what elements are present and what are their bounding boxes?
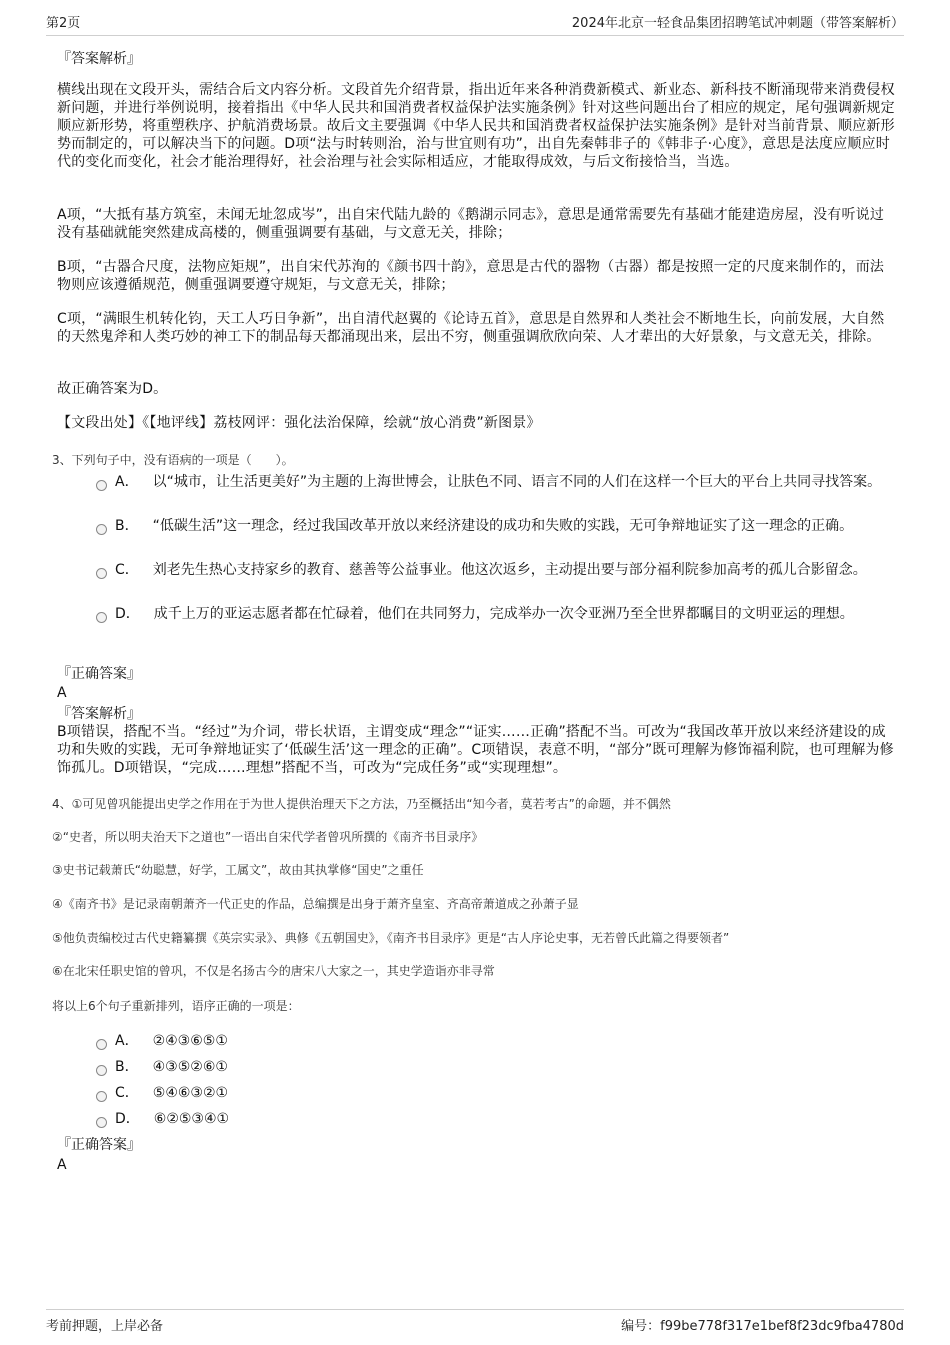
- q3-option-a[interactable]: [96, 473, 898, 491]
- q4-sentence-3: ③史书记载萧氏“幼聪慧，好学，工属文”，故由其执掌修“国史”之重任: [52, 863, 424, 877]
- option-letter: D．: [115, 606, 140, 622]
- q3-answer-label: 『正确答案』: [57, 666, 141, 682]
- q4-question: 4、①可见曾巩能提出史学之作用在于为世人提供治理天下之方法，乃至概括出“知今者，莫若考古”的命题，并不偶然: [52, 797, 671, 811]
- document-id: 编号：f99be778f317e1bef8f23dc9fba4780d: [621, 1319, 904, 1334]
- option-text: 刘老先生热心支持家乡的教育、慈善等公益事业。他这次返乡，主动提出要与部分福利院参加高考的孤儿合影留念。: [152, 562, 867, 578]
- q4-option-c[interactable]: [96, 1084, 898, 1102]
- q4-answer-label: 『正确答案』: [57, 1137, 141, 1153]
- option-text: “低碳生活”这一理念，经过我国改革开放以来经济建设的成功和失败的实践，无可争辩地证实了这一理念的正确。: [152, 518, 854, 534]
- option-letter: A．: [115, 1033, 139, 1049]
- option-text: ②④③⑥⑤①: [152, 1033, 228, 1049]
- radio-icon[interactable]: [96, 1091, 107, 1102]
- q2-analysis-label: 『答案解析』: [57, 51, 141, 67]
- radio-icon[interactable]: [96, 568, 107, 579]
- option-text: 成千上万的亚运志愿者都在忙碌着，他们在共同努力，完成举办一次令亚洲乃至全世界都瞩目的文明亚运的理想。: [153, 606, 854, 622]
- option-text: ⑥②⑤③④①: [153, 1111, 230, 1127]
- q2-source: 【文段出处】《【地评线】荔枝网评：强化法治保障，绘就“放心消费”新图景》: [57, 415, 541, 431]
- option-text: 以“城市，让生活更美好”为主题的上海世博会，让肤色不同、语言不同的人们在这样一个巨大的平台上共同寻找答案。: [152, 474, 882, 490]
- option-text: ④③⑤②⑥①: [152, 1059, 228, 1075]
- option-letter: B．: [115, 1059, 139, 1075]
- q3-analysis: B项错误，搭配不当。“经过”为介词，带长状语，主谓变成“理念”“证实……正确”搭配不当。可改为“我国改革开放以来经济建设的成功和失败的实践，无可争辩地证实了‘低碳生活’这一理念的正确”。C项错误，表意不明，“部分”既可理解为修饰福利院，也可理解为修饰孤儿。D项错误，“完成……理想”搭配不当，可改为“完成任务”或“实现理想”。: [57, 724, 894, 776]
- radio-icon[interactable]: [96, 612, 107, 623]
- option-letter: A．: [115, 474, 139, 490]
- q2-answer-statement: 故正确答案为D。: [57, 381, 168, 397]
- q2-analysis-para4: C项，“满眼生机转化钧，天工人巧日争新”，出自清代赵翼的《论诗五首》，意思是自然界和人类社会不断地生长，向前发展，大自然的天然鬼斧和人类巧妙的神工下的制品每天都涌现出来，层出不穷，侧重强调欣欣向荣、人才辈出的大好景象，与文意无关，排除。: [57, 311, 885, 345]
- option-text: ⑤④⑥③②①: [152, 1085, 229, 1101]
- q3-analysis-label: 『答案解析』: [57, 706, 141, 722]
- page-number: 第2页: [46, 16, 81, 31]
- q4-option-b[interactable]: [96, 1058, 898, 1076]
- page-footer: [46, 1309, 904, 1334]
- q4-option-d[interactable]: [96, 1110, 898, 1128]
- q2-analysis-para2: A项，“大抵有基方筑室，未闻无址忽成岑”，出自宋代陆九龄的《鹅湖示同志》，意思是通常需要先有基础才能建造房屋，没有听说过没有基础就能突然建成高楼的，侧重强调要有基础，与文意无关，排除；: [57, 207, 885, 241]
- option-letter: B．: [115, 518, 139, 534]
- q4-instruction: 将以上6个句子重新排列，语序正确的一项是：: [52, 999, 300, 1013]
- document-title: 2024年北京一轻食品集团招聘笔试冲刺题（带答案解析）: [571, 16, 904, 31]
- q3-option-d[interactable]: [96, 605, 898, 623]
- radio-icon[interactable]: [96, 524, 107, 535]
- q4-sentence-4: ④《南齐书》是记录南朝萧齐一代正史的作品，总编撰是出身于萧齐皇室、齐高帝萧道成之孙萧子显: [52, 897, 579, 911]
- q4-sentence-6: ⑥在北宋任职史馆的曾巩，不仅是名扬古今的唐宋八大家之一，其史学造诣亦非寻常: [52, 964, 495, 978]
- q3-option-c[interactable]: [96, 561, 898, 579]
- radio-icon[interactable]: [96, 1117, 107, 1128]
- option-letter: D．: [115, 1111, 140, 1127]
- q2-analysis-para1: 横线出现在文段开头，需结合后文内容分析。文段首先介绍背景，指出近年来各种消费新模式、新业态、新科技不断涌现带来消费侵权新问题，并进行举例说明，接着指出《中华人民共和国消费者权益保护法实施条例》针对这些问题出台了相应的规定，尾句强调新规定顺应新形势，将重塑秩序、护航消费场景。故后文主要强调《中华人民共和国消费者权益保护法实施条例》是针对当前背景、顺应新形势而制定的，可以解决当下的问题。D项“法与时转则治，治与世宜则有功”，出自先秦韩非子的《韩非子·心度》，意思是法度应顺应时代的变化而变化，社会才能治理得好，社会治理与社会实际相适应，才能取得成效，与后文衔接恰当，当选。: [57, 82, 895, 170]
- page-header: [46, 12, 904, 36]
- q4-answer: A: [57, 1157, 67, 1173]
- radio-icon[interactable]: [96, 1065, 107, 1076]
- q4-sentence-5: ⑤他负责编校过古代史籍纂撰《英宗实录》、典修《五朝国史》，《南齐书目录序》更是“古人序论史事，无若曾氏此篇之得要领者”: [52, 931, 730, 945]
- option-letter: C．: [115, 562, 139, 578]
- q4-option-a[interactable]: [96, 1032, 898, 1050]
- q4-sentence-2: ②“史者，所以明夫治天下之道也”一语出自宋代学者曾巩所撰的《南齐书目录序》: [52, 830, 484, 844]
- option-letter: C．: [115, 1085, 139, 1101]
- footer-slogan: 考前押题，上岸必备: [46, 1319, 164, 1334]
- q3-answer: A: [57, 685, 67, 701]
- radio-icon[interactable]: [96, 1039, 107, 1050]
- radio-icon[interactable]: [96, 480, 107, 491]
- q3-option-b[interactable]: [96, 517, 898, 535]
- q2-analysis-para3: B项，“古器合尺度，法物应矩规”，出自宋代苏洵的《颜书四十韵》，意思是古代的器物（古器）都是按照一定的尺度来制作的，而法物则应该遵循规范，侧重强调要遵守规矩，与文意无关，排除；: [57, 259, 885, 293]
- q3-question: 3、下列句子中，没有语病的一项是（ ）。: [52, 453, 294, 467]
